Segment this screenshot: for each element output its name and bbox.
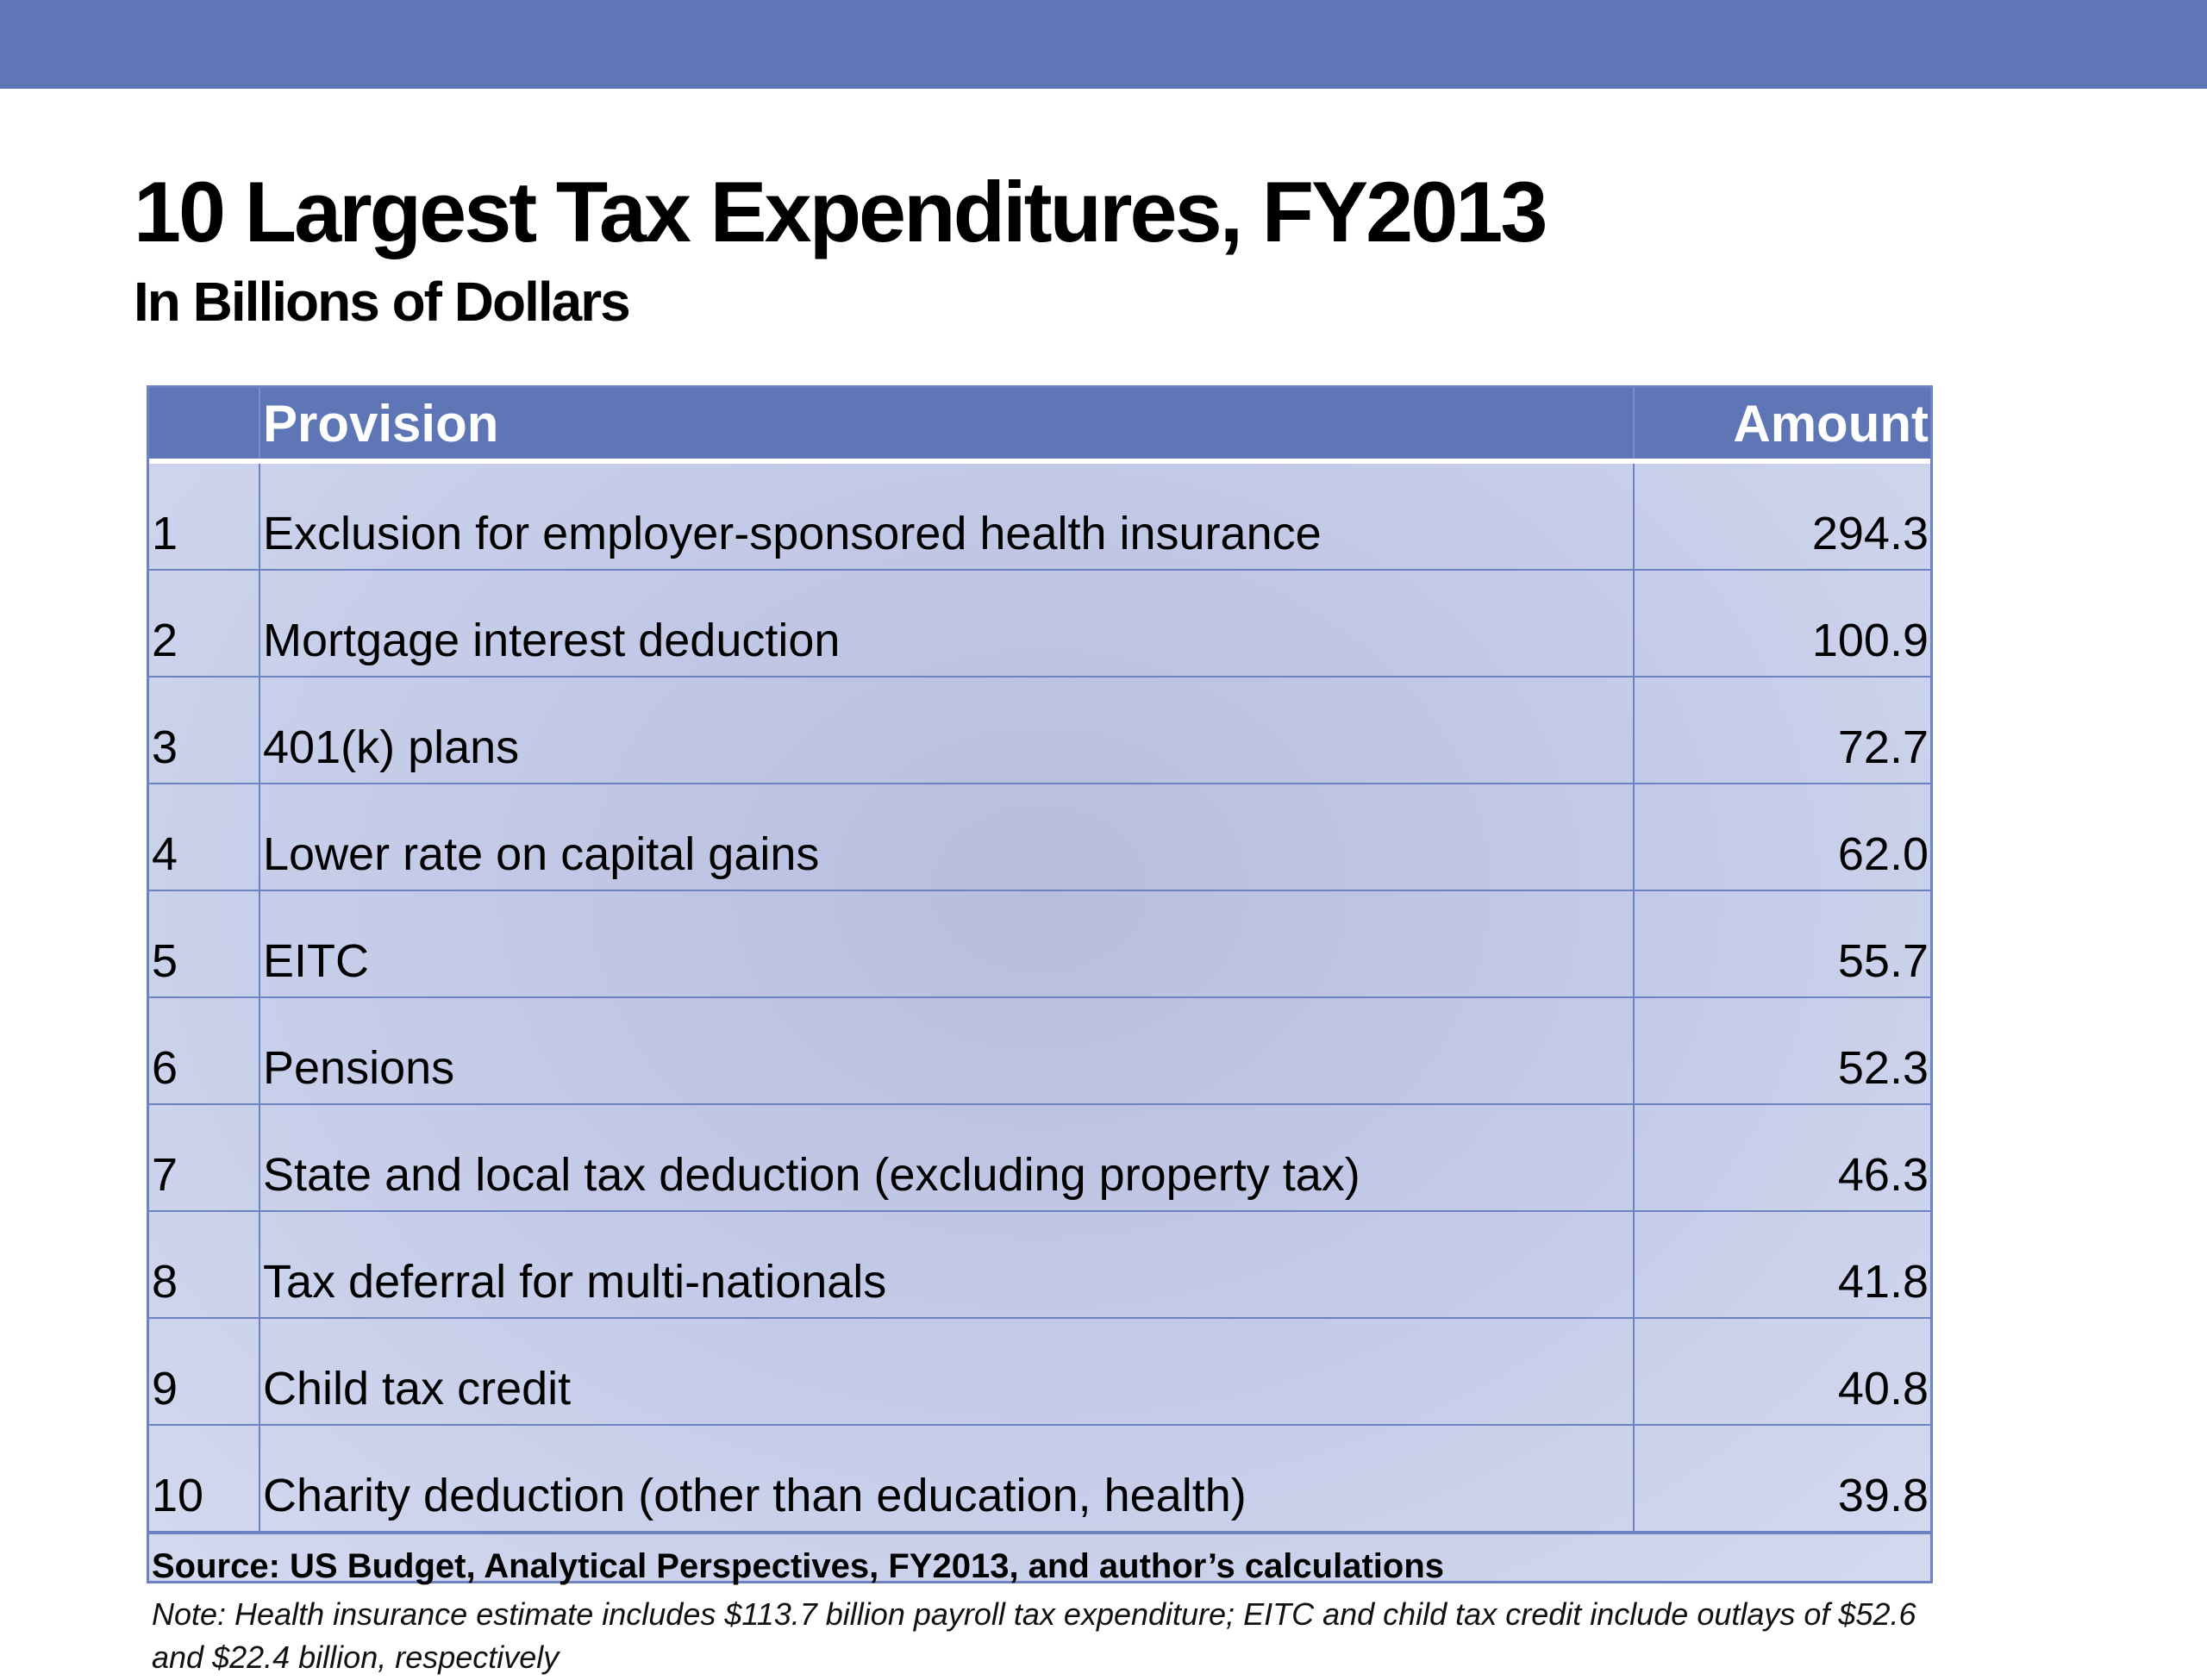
- rank-cell: 7: [149, 1104, 259, 1211]
- table-row: [149, 997, 1930, 1104]
- slide-subtitle: In Billions of Dollars: [134, 271, 629, 333]
- table-footnotes: [149, 1534, 1930, 1680]
- table-row: [149, 784, 1930, 890]
- amount-cell: 72.7: [1634, 677, 1930, 784]
- table-row: [149, 1318, 1930, 1425]
- amount-cell: 41.8: [1634, 1211, 1930, 1318]
- amount-cell: 100.9: [1634, 570, 1930, 677]
- amount-cell: 62.0: [1634, 784, 1930, 890]
- provision-cell: Exclusion for employer-sponsored health insurance: [259, 461, 1634, 570]
- explanatory-note: Note: Health insurance estimate includes $113.7 billion payroll tax expenditure; EITC and child tax credit include outlays of $52.6 and $22.4 billion, respectively: [152, 1596, 1916, 1676]
- table-row: [149, 1211, 1930, 1318]
- provision-cell: Child tax credit: [259, 1318, 1634, 1425]
- rank-cell: 4: [149, 784, 259, 890]
- rank-cell: 6: [149, 997, 259, 1104]
- table-row: [149, 1104, 1930, 1211]
- table-row: [149, 461, 1930, 570]
- amount-cell: 46.3: [1634, 1104, 1930, 1211]
- provision-cell: State and local tax deduction (excluding property tax): [259, 1104, 1634, 1211]
- rank-column-header: [149, 388, 259, 461]
- slide-title: 10 Largest Tax Expenditures, FY2013: [134, 164, 1546, 259]
- rank-cell: 9: [149, 1318, 259, 1425]
- provision-cell: 401(k) plans: [259, 677, 1634, 784]
- tax-expenditures-table-panel: [147, 385, 1933, 1676]
- rank-cell: 5: [149, 890, 259, 997]
- provision-cell: Lower rate on capital gains: [259, 784, 1634, 890]
- table-row: [149, 570, 1930, 677]
- rank-cell: 1: [149, 461, 259, 570]
- table-row: [149, 890, 1930, 997]
- amount-column-header: Amount: [1634, 388, 1930, 461]
- amount-cell: 55.7: [1634, 890, 1930, 997]
- table-header-row: [149, 388, 1930, 461]
- provision-cell: EITC: [259, 890, 1634, 997]
- top-accent-band: [0, 0, 2207, 89]
- amount-cell: 52.3: [1634, 997, 1930, 1104]
- provision-cell: Tax deferral for multi-nationals: [259, 1211, 1634, 1318]
- rank-cell: 2: [149, 570, 259, 677]
- amount-cell: 40.8: [1634, 1318, 1930, 1425]
- table-row: [149, 677, 1930, 784]
- provision-column-header: Provision: [259, 388, 1634, 461]
- tax-expenditures-table: [149, 388, 1930, 1534]
- provision-cell: Mortgage interest deduction: [259, 570, 1634, 677]
- amount-cell: 39.8: [1634, 1425, 1930, 1533]
- amount-cell: 294.3: [1634, 461, 1930, 570]
- source-note: Source: US Budget, Analytical Perspectives, FY2013, and author’s calculations: [152, 1547, 1445, 1585]
- rank-cell: 10: [149, 1425, 259, 1533]
- rank-cell: 3: [149, 677, 259, 784]
- provision-cell: Charity deduction (other than education, health): [259, 1425, 1634, 1533]
- table-row: [149, 1425, 1930, 1533]
- provision-cell: Pensions: [259, 997, 1634, 1104]
- rank-cell: 8: [149, 1211, 259, 1318]
